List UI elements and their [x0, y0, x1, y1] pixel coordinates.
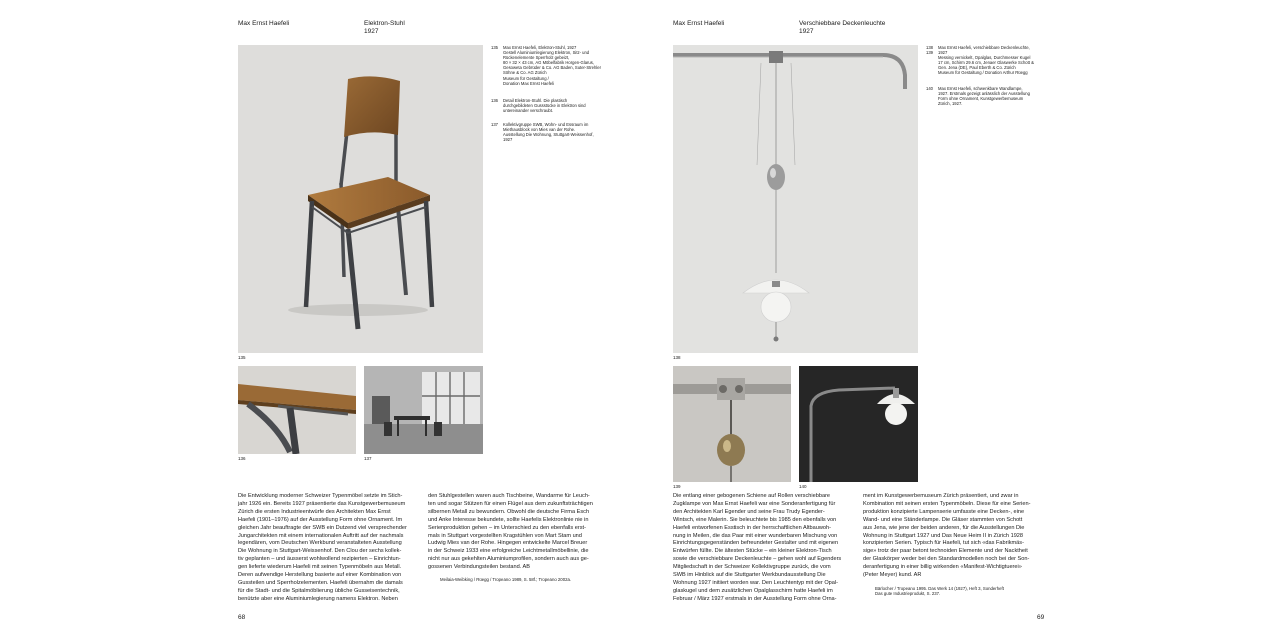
caption-text: Kollektivgruppe SWB, Wohn- und Essraum im Miethausblock von Mies van der Rohe. Ausstellung Die Wohnung, Stuttgart-Weissenhof, 1927	[503, 122, 594, 143]
figure-number-136: 136	[238, 456, 246, 461]
chair-illustration	[238, 45, 483, 353]
caption-text: Max Ernst Haefeli, verschiebbare Deckenleuchte, 1927 Messing vernickelt, Opalglas, Durchmesser Kugel 17 cm, Schirm 29.6 cm, Jenaer Glaswerke Schott & Gen. Jena (DE), Paul Eberth & Co. Zürich Museum für Gestaltung / Donation Arthur Rüegg	[938, 45, 1034, 76]
caption-text: Max Ernst Haefeli, schwenkbare Wandlampe, 1927. Erstmals gezeigt anlässlich der Ausstellung Form ohne Ornament, Kunstgewerbemuseum Zürich, 1927.	[938, 86, 1030, 107]
figure-number-137: 137	[364, 456, 372, 461]
right-running-head: Max Ernst Haefeli	[673, 20, 725, 27]
right-section-title	[799, 20, 885, 36]
right-source-note: Bärlocher / Tropeano 1995. Das Werk 14 (1927), Heft 3, Sonderheft Das gute Industrieprodukt, S. 237.	[875, 586, 1004, 597]
photo-lamp-detail	[673, 366, 791, 482]
left-running-head: Max Ernst Haefeli	[238, 20, 290, 27]
left-section-year: 1927	[364, 28, 379, 35]
chair-detail-illustration	[238, 366, 356, 454]
figure-number-135: 135	[238, 355, 246, 360]
left-body-column-2: den Stuhlgestellen waren auch Tischbeine, Wandarme für Leuch- ten und sogar Stützen für einen Flügel aus dem zukunftsträchtigen silbernen Metall zu bewundern. Obwohl die deutsche Firma Esch und Anke Interesse bekundete, sollte Haefelis Elektronlinie nie in Serienproduktion gehen – im Unterschied zu den ebenfalls erst- mals in Stuttgart vorgestellten Kragstühlen von Mart Stam und Ludwig Mies van der Rohe. Hingegen entwickelte Marcel Breuer in der Schweiz 1933 eine erfolgreiche Leichtmetallmöbellinie, die nicht nur aus gekehlten Aluminiumprofilen, sondern auch aus ge- gossenen Verbindungsteilen bestand. AB	[428, 493, 593, 571]
caption-138-139	[926, 45, 1050, 76]
caption-number: 136	[491, 98, 498, 103]
figure-number-140: 140	[799, 484, 807, 489]
photo-elektron-chair	[238, 45, 483, 353]
photo-ceiling-lamp	[673, 45, 918, 353]
right-body-column-2: ment im Kunstgewerbemuseum Zürich präsentiert, und zwar in Kombination mit seinen ersten Typenmöbeln. Diese für eine Serien- produktion konzipierte Lampenserie umfasste eine Decken-, eine Wand- und eine Ständerlampe. Die Gläser stammten von Schott aus Jena, wie jene der beiden anderen, für die Ausstellungen Die Wohnung in Stuttgart 1927 und Das Neue Heim II in Zürich 1928 konzipierten Serien. Typisch für Haefeli, tut sich «das Fabrikmäs- sige» trotz der paar betont technoiden Elemente und der Nacktheit der Glaskörper weder bei den Standardmodellen noch bei der Son- deranfertigung in einer billig wirkenden «Manifest-Wichtigtuerei» (Peter Meyer) kund. AR	[863, 493, 1031, 579]
figure-number-139: 139	[673, 484, 681, 489]
room-illustration	[364, 366, 483, 454]
caption-number: 138 139	[926, 45, 933, 56]
caption-text: Detail Elektron-Stuhl. Die plastisch durchgebildeten Gussstücke in Elektron sind untereinander verschraubt.	[503, 98, 586, 114]
lamp-detail-illustration	[673, 366, 791, 482]
right-section-name: Verschiebbare Deckenleuchte	[799, 20, 886, 27]
caption-137	[491, 122, 613, 142]
page-number-left: 68	[238, 614, 246, 621]
caption-136	[491, 98, 613, 113]
figure-number-138: 138	[673, 355, 681, 360]
right-section-year: 1927	[799, 28, 814, 35]
left-section-name: Elektron-Stuhl	[364, 20, 405, 27]
wall-lamp-illustration	[799, 366, 918, 482]
left-body-column-1: Die Entwicklung moderner Schweizer Typenmöbel setzte im Stich- jahr 1926 ein. Bereits 1927 präsentierte das Kunstgewerbemuseum Zürich die ersten Industrieentwürfe des Architekten Max Ernst Haefeli (1901–1976) auf der Ausstellung Form ohne Ornament. Im gleichen Jahr beauftragte der SWB ein Dutzend viel versprechender Jungarchitekten mit einem internationalen Auftritt auf der nachmals legendären, vom Deutschen Werkbund veranstalteten Ausstellung Die Wohnung in Stuttgart-Weissenhof. Den Clou der sechs kollek- tiv geplanten – und äusserst wohlwollend rezipierten – Einrichtun- gen lieferte wiederum Haefeli mit seinen Typenmöbeln aus Metall. Deren aufwendige Herstellung basierte auf einer Kombination von Gussteilen und Sperrholzelementen. Haefeli übernahm die damals für die Stadt- und die Spitalmöblierung übliche Gusseisentechnik, benützte aber eine Aluminiumlegierung namens Elektron. Neben	[238, 493, 407, 602]
caption-number: 135	[491, 45, 498, 50]
left-source-note: Meilaia-Weibking / Rüegg / Tropeano 1989, S. 58f.; Tropeano 2002a.	[440, 577, 572, 582]
photo-chair-detail	[238, 366, 356, 454]
caption-text: Max Ernst Haefeli, Elektron-Stuhl, 1927 Gestell Aluminiumlegierung Elektron, Sitz- und Rückenelemente Sperrholz gebeizt, 80 × 32 × 43 cm, AG Möbelfabrik Horgen-Glarus, Gesoweta Gebrüder & Co. AG Baden, Suter-Strehler Söhne & Co. AG Zürich Museum für Gestaltung / Donation Max Ernst Haefeli	[503, 45, 601, 86]
page-number-right: 69	[1037, 614, 1045, 621]
caption-140	[926, 86, 1050, 106]
caption-number: 137	[491, 122, 498, 127]
left-section-title	[364, 20, 405, 36]
photo-wall-lamp	[799, 366, 918, 482]
right-body-column-1: Die entlang einer gebogenen Schiene auf Rollen verschiebbare Zugklampe von Max Ernst Haefeli war eine Sonderanfertigung für den Architekten Karl Egender und seine Frau Trudy Egender- Wintsch, eine Malerin. Sie beleuchtete bis 1985 den ebenfalls von Haefeli entworfenen Esstisch in der herrschaftlichen Altbauwoh- nung in Meilen, die das Paar mit einer wunderbaren Mischung von Einrichtungsgegenständen befreundeter Gestalter und mit eigenen Entwürfen füllte. Die ältesten Stücke – ein kleiner Elektron-Tisch sowie die verschiebbare Deckenleuchte – gehen wohl auf Egenders Mitgliedschaft in der Schweizer Kollektivgruppe zurück, die vom SWB im Hinblick auf die Stuttgarter Werkbundausstellung Die Wohnung 1927 initiiert worden war. Den Leuchtentyp mit der Opal- glaskugel und dem zusätzlichen Opalglasschirm hatte Haefeli im Februar / März 1927 erstmals in der Ausstellung Form ohne Orna-	[673, 493, 842, 602]
caption-number: 140	[926, 86, 933, 91]
photo-weissenhof-room	[364, 366, 483, 454]
caption-135	[491, 45, 613, 86]
ceiling-lamp-illustration	[673, 45, 918, 353]
